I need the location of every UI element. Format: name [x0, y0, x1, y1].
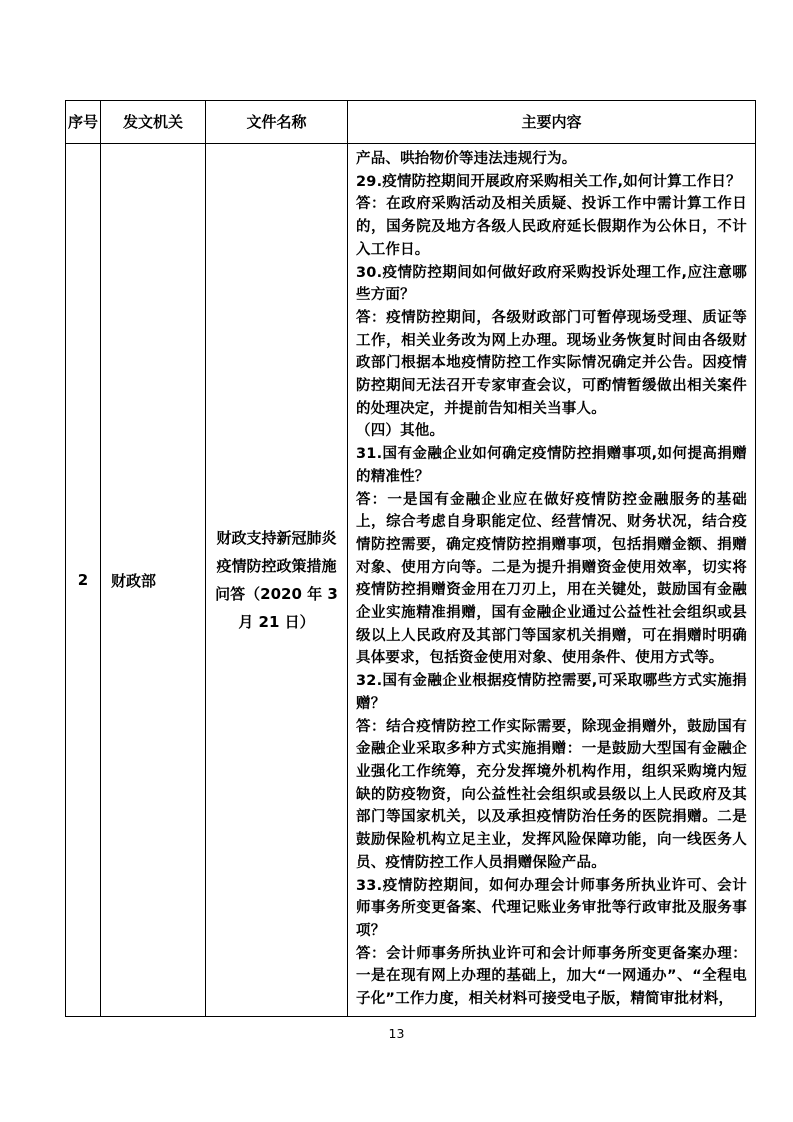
content-paragraph: 31.国有金融企业如何确定疫情防控捐赠事项,如何提高捐赠的精准性？ [356, 446, 747, 485]
content-paragraph: 答：在政府采购活动及相关质疑、投诉工作中需计算工作日的，国务院及地方各级人民政府延长假期作为公休日，不计入工作日。 [356, 196, 747, 258]
content-paragraph: 33.疫情防控期间，如何办理会计师事务所执业许可、会计师事务所变更备案、代理记账业务审批等行政审批及服务事项？ [356, 877, 747, 939]
policy-table [65, 100, 756, 1017]
header-main-content: 主要内容 [348, 101, 756, 144]
serial-cell: 2 [66, 144, 101, 1017]
content-paragraph: 答：会计师事务所执业许可和会计师事务所变更备案办理：一是在现有网上办理的基础上，加大“一网通办”、“全程电子化”工作力度，相关材料可接受电子版，精简审批材料， [356, 945, 747, 1008]
content-paragraph: 答：疫情防控期间，各级财政部门可暂停现场受理、质证等工作，相关业务改为网上办理。现场业务恢复时间由各级财政部门根据本地疫情防控工作实际情况确定并公告。因疫情防控期间无法召开专家审查会议，可酌情暂缓做出相关案件的处理决定，并提前告知相关当事人。 [356, 309, 747, 417]
content-paragraph: （四）其他。 [356, 423, 445, 440]
page-number: 13 [388, 1026, 405, 1041]
content-paragraph: 答：结合疫情防控工作实际需要，除现金捐赠外，鼓励国有金融企业采取多种方式实施捐赠：一是鼓励大型国有金融企业强化工作统筹，充分发挥境外机构作用，组织采购境内短缺的防疫物资，向公益性社会组织或县级以上人民政府及其部门等国家机关，以及承担疫情防治任务的医院捐赠。二是鼓励保险机构立足主业，发挥风险保障功能，向一线医务人员、疫情防控工作人员捐赠保险产品。 [356, 718, 747, 871]
header-document-name: 文件名称 [206, 101, 348, 144]
table-header-row [66, 101, 756, 144]
header-serial: 序号 [66, 101, 101, 144]
content-paragraph: 答：一是国有金融企业应在做好疫情防控金融服务的基础上，综合考虑自身职能定位、经营情况、财务状况，结合疫情防控需要，确定疫情防控捐赠事项，包括捐赠金额、捐赠对象、使用方向等。二是为提升捐赠资金使用效率，切实将疫情防控捐赠资金用在刀刃上，用在关键处，鼓励国有金融企业实施精准捐赠，国有金融企业通过公益性社会组织或县级以上人民政府及其部门等国家机关捐赠，可在捐赠时明确具体要求，包括资金使用对象、使用条件、使用方式等。 [356, 491, 747, 667]
header-agency: 发文机关 [101, 101, 206, 144]
content-paragraph: 29.疫情防控期间开展政府采购相关工作,如何计算工作日？ [356, 173, 741, 190]
content-paragraph: 产品、哄抬物价等违法违规行为。 [356, 151, 577, 167]
content-paragraph: 30.疫情防控期间如何做好政府采购投诉处理工作,应注意哪些方面？ [356, 264, 747, 304]
table-row [66, 144, 756, 1017]
agency-cell: 财政部 [101, 144, 206, 1017]
document-name-cell: 财政支持新冠肺炎疫情防控政策措施问答（2020 年 3 月 21 日） [206, 144, 348, 1017]
main-content-cell [348, 144, 756, 1017]
content-paragraph: 32.国有金融企业根据疫情防控需要,可采取哪些方式实施捐赠？ [356, 673, 747, 712]
